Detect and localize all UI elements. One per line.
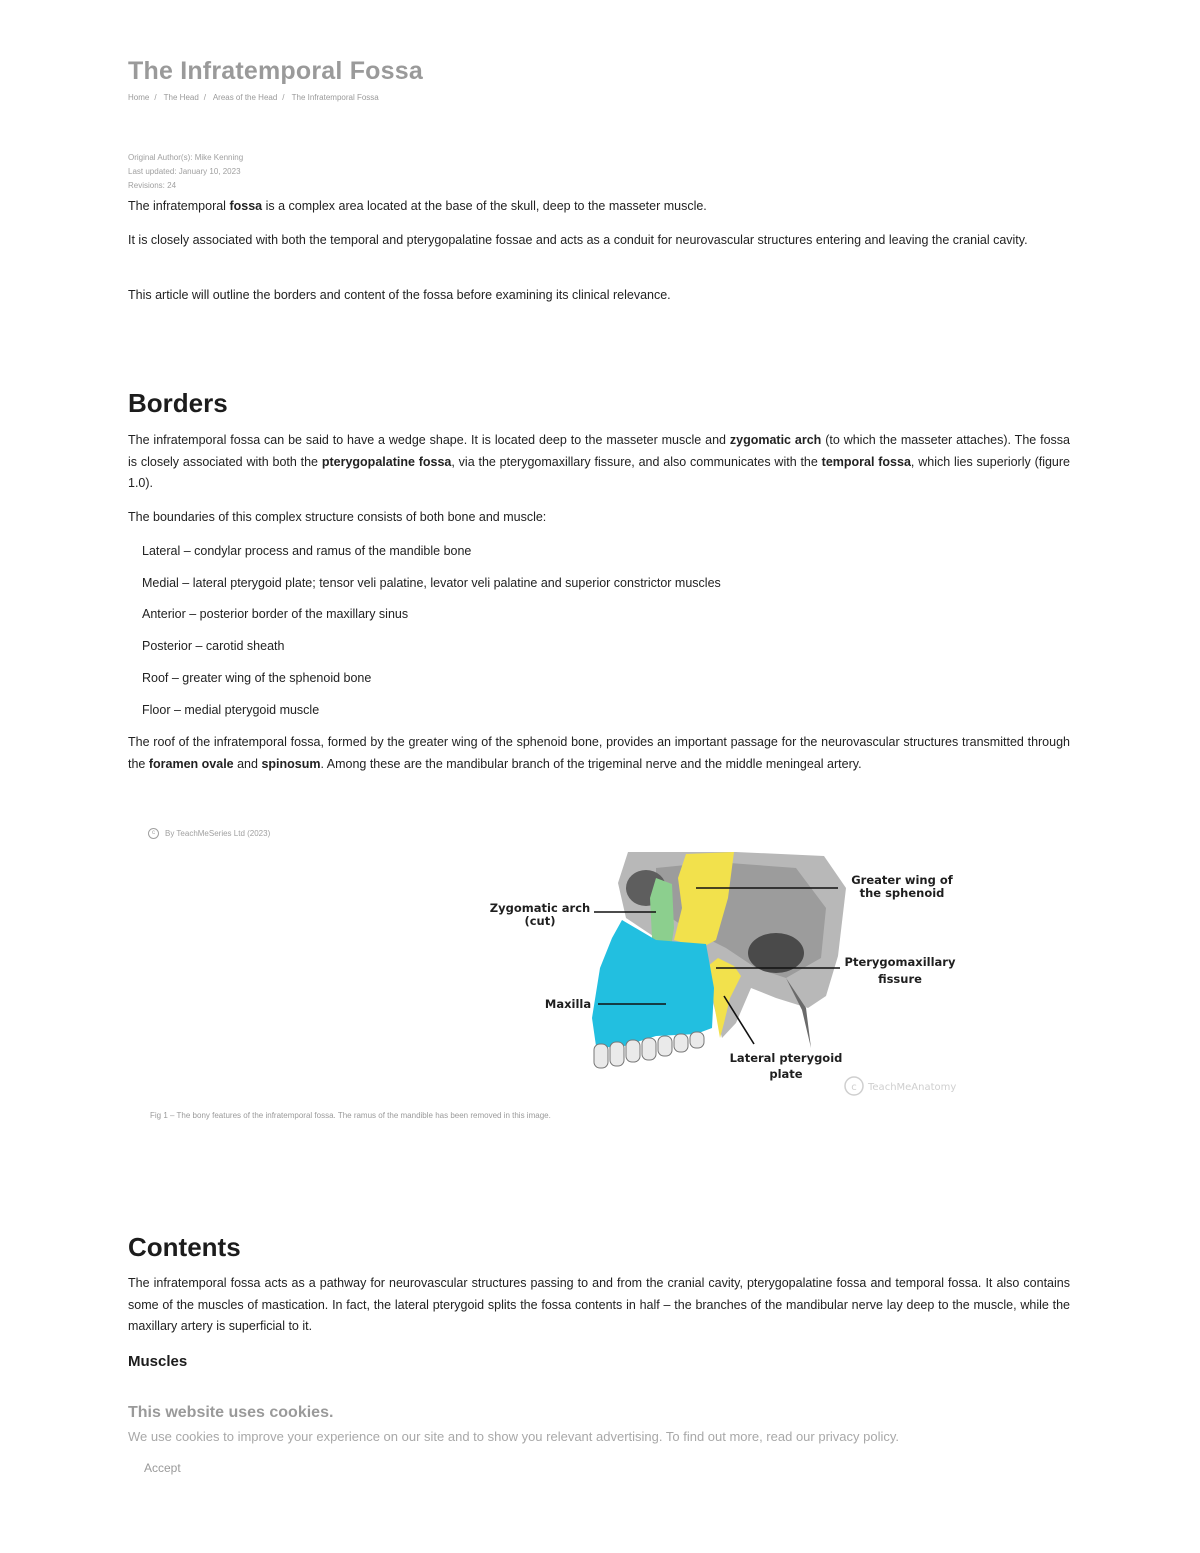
borders-paragraph-3: The roof of the infratemporal fossa, formed by the greater wing of the sphenoid bone, provides an important passage for the neurovascular structures transmitted through the foramen ovale and spinosum. Among these are the mandibular branch of the trigeminal nerve and the middle meningeal artery. [128,735,1070,771]
breadcrumb-the-head[interactable]: The Head [163,93,199,102]
label-pterygomaxillary-1: Pterygomaxillary [844,955,956,969]
breadcrumb-current: The Infratemporal Fossa [291,93,379,102]
image-credit [148,828,270,839]
label-zygomatic-2: (cut) [524,914,556,928]
credit-text: By TeachMeSeries Ltd (2023) [165,829,271,838]
figure-caption: Fig 1 – The bony features of the infratemporal fossa. The ramus of the mandible has been removed in this image. [150,1111,551,1120]
borders-paragraph-2: The boundaries of this complex structure consists of both bone and muscle: [128,510,547,524]
breadcrumb-areas-of-the-head[interactable]: Areas of the Head [212,93,278,102]
border-item-lateral: Lateral – condylar process and ramus of the mandible bone [142,544,472,558]
label-greater-wing-1: Greater wing of [851,873,953,887]
label-maxilla: Maxilla [544,997,592,1011]
intro-paragraph-2: It is closely associated with both the temporal and pterygopalatine fossae and acts as a conduit for neurovascular structures entering and leaving the cranial cavity. [128,233,1028,247]
pterygoid-fossa-shadow [748,933,804,973]
updated-line: Last updated: January 10, 2023 [128,167,241,176]
label-lateral-pterygoid-2: plate [769,1067,803,1081]
intro-paragraph-3: This article will outline the borders and content of the fossa before examining its clinical relevance. [128,288,671,302]
borders-paragraph-1: The infratemporal fossa can be said to have a wedge shape. It is located deep to the masseter muscle and zygomatic arch (to which the masseter attaches). The fossa is closely associated with both the pterygopalatine fossa, via the pterygomaxillary fissure, and also communicates with the temporal fossa, which lies superiorly (figure 1.0). [128,433,1070,490]
contents-paragraph-1: The infratemporal fossa acts as a pathway for neurovascular structures passing to and from the cranial cavity, pterygopalatine fossa and temporal fossa. It also contains some of the muscles of mastication. In fact, the lateral pterygoid splits the fossa contents in half – the branches of the mandibular nerve lay deep to the muscle, while the maxillary artery is superficial to it. [128,1276,1070,1333]
border-item-floor: Floor – medial pterygoid muscle [142,703,320,717]
page-title: The Infratemporal Fossa [128,57,423,85]
border-item-medial: Medial – lateral pterygoid plate; tensor veli palatine, levator veli palatine and superior constrictor muscles [142,576,721,590]
heading-muscles: Muscles [128,1353,188,1370]
breadcrumb-home[interactable]: Home [128,93,150,102]
accept-cookies-button[interactable]: Accept [128,1456,197,1480]
cookie-title: This website uses cookies. [128,1404,334,1421]
article-meta [128,151,243,193]
intro-paragraph-1: The infratemporal fossa is a complex area located at the base of the skull, deep to the masseter muscle. [128,199,707,213]
watermark-text: TeachMeAnatomy [868,1082,957,1093]
cookie-text: We use cookies to improve your experience on our site and to show you relevant advertising. To find out more, read our privacy policy. [128,1429,900,1444]
label-zygomatic-1: Zygomatic arch [489,901,591,915]
border-item-roof: Roof – greater wing of the sphenoid bone [142,671,372,685]
border-item-anterior: Anterior – posterior border of the maxillary sinus [142,607,409,621]
label-pterygomaxillary-2: fissure [878,972,922,986]
author-line: Original Author(s): Mike Kenning [128,153,244,162]
label-greater-wing-2: the sphenoid [859,886,945,900]
cookie-banner [0,1380,1200,1553]
heading-borders: Borders [128,388,228,418]
border-item-posterior: Posterior – carotid sheath [142,639,285,653]
revisions-line: Revisions: 24 [128,181,177,190]
label-lateral-pterygoid-1: Lateral pterygoid [729,1051,843,1065]
copyright-icon: c [148,828,159,839]
anatomy-figure [356,848,1076,1100]
breadcrumb: Home / The Head / Areas of the Head / The Infratemporal Fossa [128,93,379,102]
svg-text:c: c [851,1082,857,1093]
heading-contents: Contents [128,1232,241,1262]
